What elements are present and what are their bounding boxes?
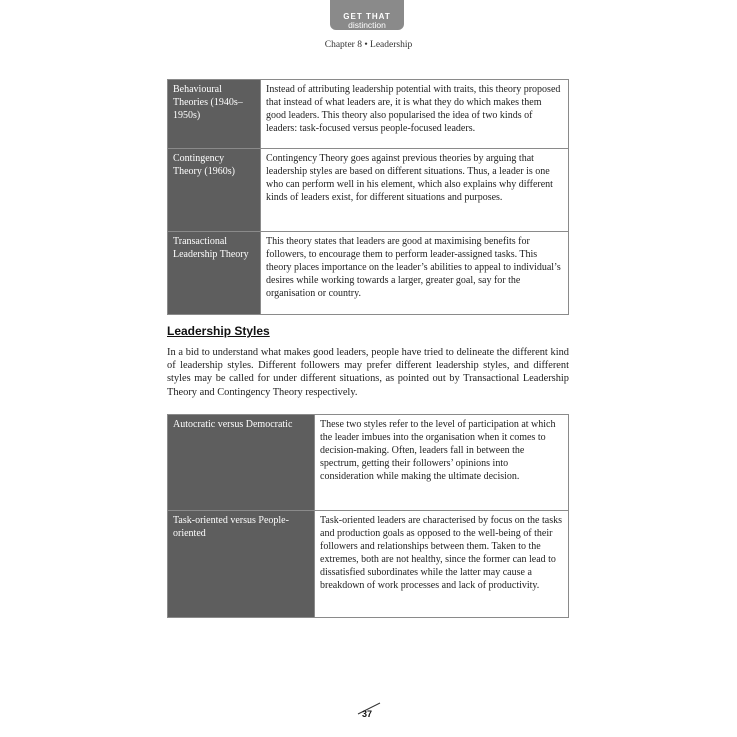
theory-description: This theory states that leaders are good at maximising benefits for followers, to encourage them to perform leader-assigned tasks. This theory places importance on the leader’s abilities to appeal to individual’s desires while working towards a larger, greater goal, say for the organisation or country. [261,232,569,315]
leadership-styles-table [167,414,569,618]
chapter-header: Chapter 8 • Leadership [324,40,413,50]
style-term: Task-oriented versus People-oriented [168,511,315,618]
theory-term: Contingency Theory (1960s) [168,149,261,232]
get-that-distinction-badge [330,0,404,30]
theory-term: Transactional Leadership Theory [168,232,261,315]
section-heading: Leadership Styles [167,324,270,338]
table-row [168,149,569,232]
table-row [168,415,569,511]
table-row [168,80,569,149]
theory-term: Behavioural Theories (1940s–1950s) [168,80,261,149]
table-row [168,232,569,315]
style-description: These two styles refer to the level of participation at which the leader imbues into the organisation when it comes to decision-making. Often, leaders fall in between the spectrum, getting their followers’ opinions into consideration while making the ultimate decision. [315,415,569,511]
section-paragraph: In a bid to understand what makes good leaders, people have tried to delineate the different kind of leadership styles. Different followers may prefer different leadership styles, and different styles may be called for under different situations, as pointed out by Transactional Leadership Theory and Contingency Theory respectively. [167,347,569,398]
theory-description: Contingency Theory goes against previous theories by arguing that leadership styles are based on different situations. Thus, a leader is one who can perform well in his element, which also explains why different kinds of leaders exist, for different situations and purposes. [261,149,569,232]
table-row [168,511,569,618]
style-term: Autocratic versus Democratic [168,415,315,511]
page-number: 37 [362,709,373,719]
theory-description: Instead of attributing leadership potential with traits, this theory proposed that instead of what leaders are, it is what they do which makes them good leaders. This theory also popularised the idea of two kinds of leaders: task-focused versus people-focused leaders. [261,80,569,149]
badge-line-2: distinction [348,20,386,30]
badge-line-1: GET THAT [343,12,391,21]
style-description: Task-oriented leaders are characterised by focus on the tasks and production goals as opposed to the well-being of their followers and relationships between them. Taken to the extremes, both are not healthy, since the former can lead to dissatisfied subordinates while the latter may cause a breakdown of work processes and lack of productivity. [315,511,569,618]
leadership-theories-table [167,79,569,315]
